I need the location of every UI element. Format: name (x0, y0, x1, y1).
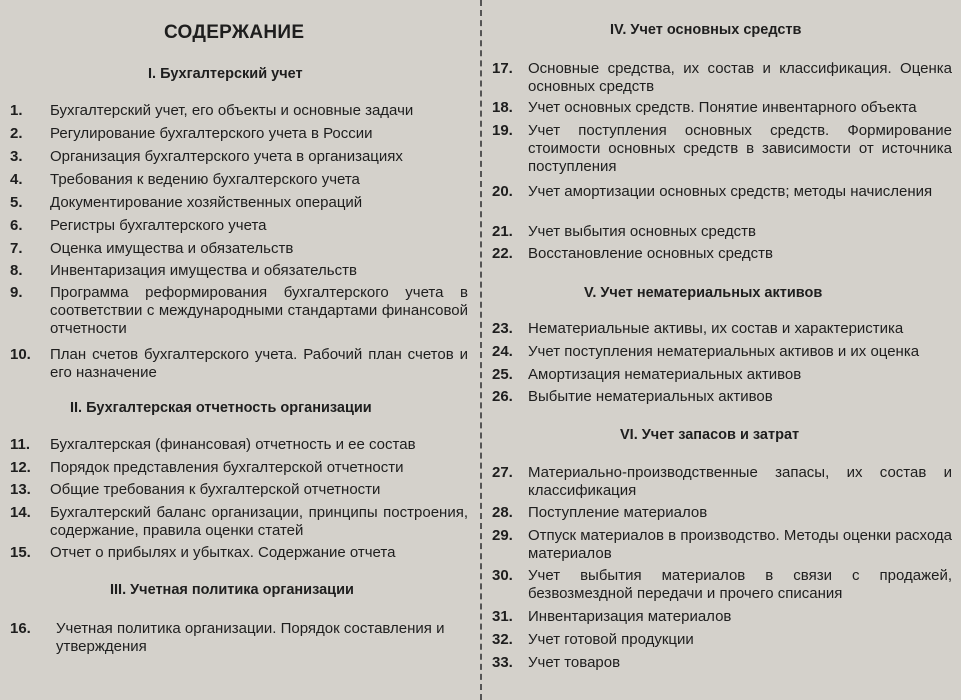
item-number: 32. (492, 631, 513, 648)
section-title: IV. Учет основных средств (610, 22, 802, 38)
item-text: Учет амортизации основных средств; методы начисления (528, 183, 933, 200)
item-text: Учет товаров (528, 654, 621, 671)
section-title: III. Учетная политика организации (110, 582, 354, 598)
list-item (492, 366, 952, 384)
item-number: 5. (10, 194, 23, 211)
list-item (492, 464, 952, 500)
item-number: 17. (492, 60, 513, 77)
list-item (10, 262, 468, 280)
item-number: 11. (10, 436, 31, 453)
item-text: Инвентаризация материалов (528, 608, 732, 625)
list-item (492, 654, 952, 672)
item-text: Организация бухгалтерского учета в организациях (50, 148, 403, 165)
item-text: Нематериальные активы, их состав и характеристика (528, 320, 904, 337)
list-item (10, 346, 468, 382)
item-text: Оценка имущества и обязательств (50, 240, 294, 257)
item-number: 14. (10, 504, 31, 521)
item-text: Порядок представления бухгалтерской отчетности (50, 459, 404, 476)
list-item (492, 504, 952, 522)
item-number: 24. (492, 343, 513, 360)
item-text: Учет основных средств. Понятие инвентарного объекта (528, 99, 917, 116)
item-number: 4. (10, 171, 23, 188)
item-text: Программа реформирования бухгалтерского учета в соответствии с международными стандартами финансовой отчетности (50, 284, 468, 337)
list-item (492, 183, 952, 201)
item-text: Выбытие нематериальных активов (528, 388, 773, 405)
section-title: V. Учет нематериальных активов (584, 285, 823, 301)
item-text: Восстановление основных средств (528, 245, 774, 262)
section-title: II. Бухгалтерская отчетность организации (70, 400, 372, 416)
item-number: 25. (492, 366, 513, 383)
list-item (492, 245, 952, 263)
item-text: Регулирование бухгалтерского учета в России (50, 125, 373, 142)
section-title: I. Бухгалтерский учет (148, 66, 303, 82)
list-item (10, 620, 468, 656)
list-item (492, 343, 952, 361)
list-item (492, 388, 952, 406)
list-item (492, 223, 952, 241)
item-number: 13. (10, 481, 31, 498)
item-text: Отчет о прибылях и убытках. Содержание отчета (50, 544, 396, 561)
item-number: 12. (10, 459, 31, 476)
item-text: Поступление материалов (528, 504, 708, 521)
item-text: Требования к ведению бухгалтерского учета (50, 171, 360, 188)
item-number: 28. (492, 504, 513, 521)
list-item (10, 284, 468, 338)
right-column (492, 0, 952, 700)
item-text: Отпуск материалов в производство. Методы оценки расхода материалов (528, 527, 952, 562)
list-item (10, 544, 468, 562)
item-text: Учет выбытия материалов в связи с продажей, безвозмездной передачи и прочего списания (528, 567, 952, 602)
item-text: Инвентаризация имущества и обязательств (50, 262, 357, 279)
item-number: 30. (492, 567, 513, 584)
item-text: Учет поступления нематериальных активов и их оценка (528, 343, 920, 360)
item-text: Бухгалтерский баланс организации, принципы построения, содержание, правила оценки статей (50, 504, 468, 539)
item-number: 33. (492, 654, 513, 671)
item-number: 20. (492, 183, 513, 200)
item-text: Материально-производственные запасы, их состав и классификация (528, 464, 952, 499)
item-number: 18. (492, 99, 513, 116)
list-item (492, 608, 952, 626)
item-number: 3. (10, 148, 23, 165)
item-number: 16. (10, 620, 31, 637)
item-text: Учет выбытия основных средств (528, 223, 757, 240)
item-number: 8. (10, 262, 23, 279)
list-item (10, 102, 468, 120)
list-item (492, 60, 952, 96)
list-item (10, 217, 468, 235)
item-number: 21. (492, 223, 513, 240)
list-item (10, 459, 468, 477)
item-text: План счетов бухгалтерского учета. Рабочий план счетов и его назначение (50, 346, 468, 381)
item-number: 10. (10, 346, 31, 363)
item-text: Документирование хозяйственных операций (50, 194, 363, 211)
item-number: 1. (10, 102, 23, 119)
list-item (10, 125, 468, 143)
item-text: Учет готовой продукции (528, 631, 694, 648)
list-item (492, 567, 952, 603)
list-item (10, 481, 468, 499)
list-item (10, 504, 468, 540)
left-column (10, 0, 468, 700)
list-item (10, 194, 468, 212)
list-item (10, 240, 468, 258)
item-text: Бухгалтерский учет, его объекты и основные задачи (50, 102, 414, 119)
list-item (492, 320, 952, 338)
list-item (10, 171, 468, 189)
item-text: Основные средства, их состав и классификация. Оценка основных средств (528, 60, 952, 95)
item-number: 26. (492, 388, 513, 405)
item-number: 31. (492, 608, 513, 625)
list-item (492, 99, 952, 117)
item-text: Бухгалтерская (финансовая) отчетность и ее состав (50, 436, 416, 453)
item-number: 27. (492, 464, 513, 481)
item-text: Регистры бухгалтерского учета (50, 217, 267, 234)
item-text: Учетная политика организации. Порядок составления и утверждения (56, 620, 445, 655)
item-text: Общие требования к бухгалтерской отчетности (50, 481, 381, 498)
item-number: 7. (10, 240, 23, 257)
page-title: СОДЕРЖАНИЕ (164, 22, 305, 43)
list-item (10, 148, 468, 166)
list-item (492, 527, 952, 563)
list-item (10, 436, 468, 454)
item-number: 19. (492, 122, 513, 139)
item-number: 9. (10, 284, 23, 301)
list-item (492, 631, 952, 649)
section-title: VI. Учет запасов и затрат (620, 427, 800, 443)
item-number: 29. (492, 527, 513, 544)
item-text: Учет поступления основных средств. Формирование стоимости основных средств в зависимости от источника поступления (528, 122, 952, 175)
item-number: 15. (10, 544, 31, 561)
item-number: 2. (10, 125, 23, 142)
column-divider (480, 0, 482, 700)
item-number: 22. (492, 245, 513, 262)
item-number: 23. (492, 320, 513, 337)
item-text: Амортизация нематериальных активов (528, 366, 802, 383)
list-item (492, 122, 952, 176)
item-number: 6. (10, 217, 23, 234)
